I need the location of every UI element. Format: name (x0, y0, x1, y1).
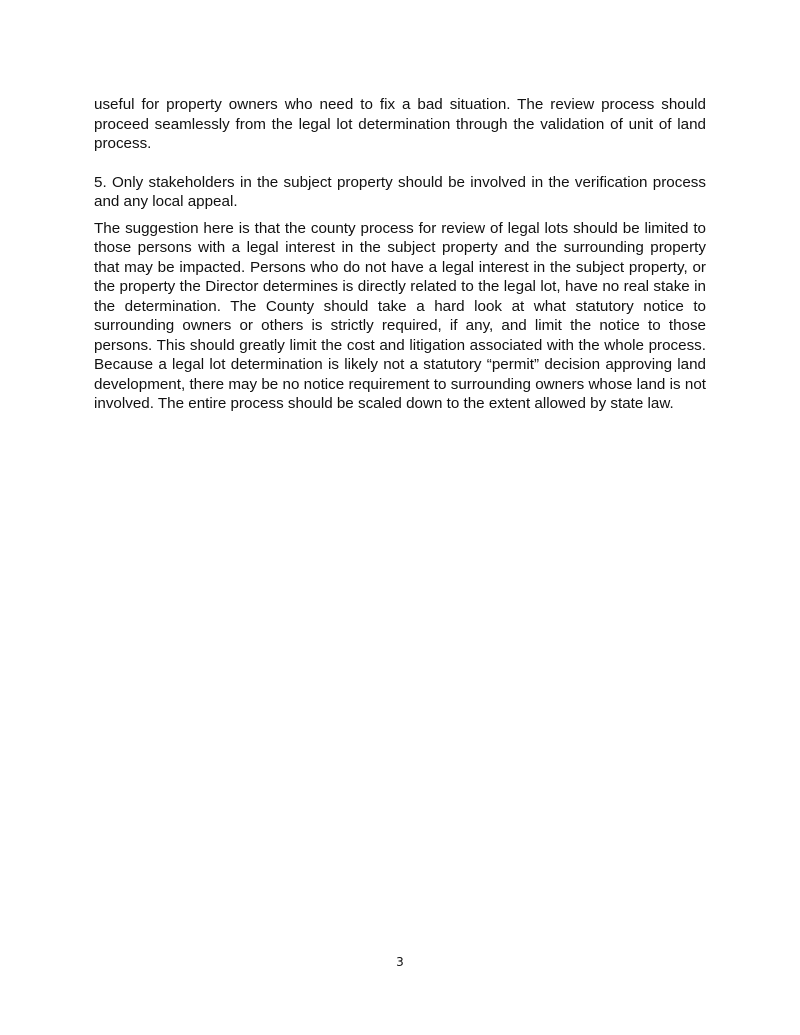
paragraph-continuation: useful for property owners who need to fix a bad situation. The review process should proceed seamlessly from the legal lot determination through the validation of unit of land process. (94, 96, 706, 152)
document-body (94, 95, 706, 414)
paragraph-suggestion: The suggestion here is that the county process for review of legal lots should be limited to those persons with a legal interest in the subject property and the surrounding property that may be impacted. Persons who do not have a legal interest in the subject property, or the property the Director determines is directly related to the legal lot, have no real stake in the determination. The County should take a hard look at what statutory notice to surrounding owners or others is strictly required, if any, and limit the notice to those persons. This should greatly limit the cost and litigation associated with the whole process. Because a legal lot determination is likely not a statutory “permit” decision approving land development, there may be no notice requirement to surrounding owners whose land is not involved. The entire process should be scaled down to the extent allowed by state law. (94, 219, 706, 412)
page-number: 3 (396, 955, 404, 969)
paragraph-item-5: 5. Only stakeholders in the subject property should be involved in the verification process and any local appeal. (94, 173, 706, 210)
